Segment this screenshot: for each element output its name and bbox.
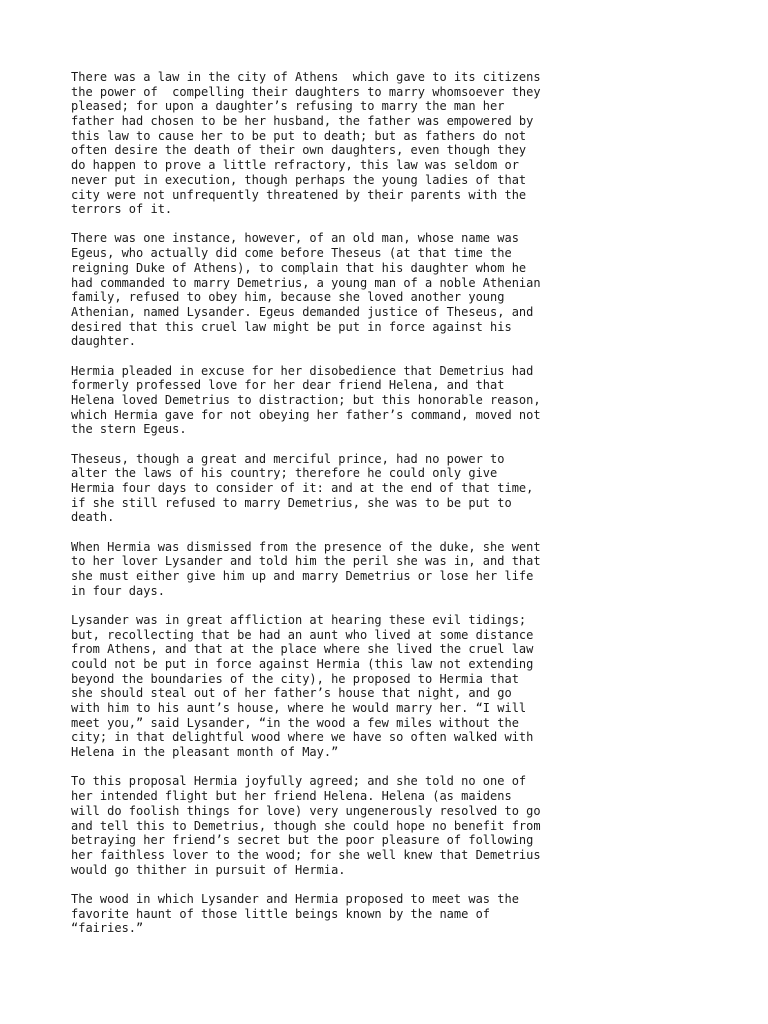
paragraph-8 [71,892,751,936]
text-line: often desire the death of their own daughters, even though they [71,143,527,158]
text-line: Hermia pleaded in excuse for her disobedience that Demetrius had [71,363,534,378]
text-line: terrors of it. [71,202,173,217]
text-line: Helena loved Demetrius to distraction; but this honorable reason, [71,392,541,407]
text-line: never put in execution, though perhaps the young ladies of that [71,172,527,187]
text-line: meet you,” said Lysander, “in the wood a few miles without the [71,715,519,730]
text-line: city; in that delightful wood where we have so often walked with [71,730,534,745]
text-line: Hermia four days to consider of it: and at the end of that time, [71,480,534,495]
paragraph-4 [71,452,751,525]
text-line: family, refused to obey him, because she loved another young [71,290,505,305]
text-line: but, recollecting that be had an aunt who lived at some distance [71,627,534,642]
text-line: Lysander was in great affliction at hearing these evil tidings; [71,612,527,627]
text-line: daughter. [71,334,137,349]
text-line: desired that this cruel law might be put in force against his [71,319,512,334]
text-line: to her lover Lysander and told him the peril she was in, and that [71,554,541,569]
text-line: with him to his aunt’s house, where he would marry her. “I will [71,701,527,716]
text-line: Egeus, who actually did come before Theseus (at that time the [71,246,512,261]
paragraph-5 [71,540,751,599]
text-line: The wood in which Lysander and Hermia proposed to meet was the [71,891,519,906]
paragraph-2 [71,231,751,349]
text-line: she should steal out of her father’s house that night, and go [71,686,512,701]
text-line: from Athens, and that at the place where she lived the cruel law [71,642,534,657]
text-line: could not be put in force against Hermia (this law not extending [71,657,534,672]
text-line: Athenian, named Lysander. Egeus demanded justice of Theseus, and [71,304,534,319]
text-line: the power of compelling their daughters to marry whomsoever they [71,84,541,99]
text-line: death. [71,510,115,525]
text-line: When Hermia was dismissed from the presence of the duke, she went [71,539,541,554]
text-line: and tell this to Demetrius, though she could hope no benefit from [71,818,541,833]
text-line: reigning Duke of Athens), to complain that his daughter whom he [71,260,527,275]
text-line: had commanded to marry Demetrius, a young man of a noble Athenian [71,275,541,290]
text-line: do happen to prove a little refractory, this law was seldom or [71,158,519,173]
text-line: Helena in the pleasant month of May.” [71,745,339,760]
text-line: would go thither in pursuit of Hermia. [71,862,346,877]
paragraph-3 [71,364,751,437]
text-line: the stern Egeus. [71,422,187,437]
text-line: pleased; for upon a daughter’s refusing to marry the man her [71,99,505,114]
text-line: her intended flight but her friend Helena. Helena (as maidens [71,789,512,804]
text-line: she must either give him up and marry Demetrius or lose her life [71,569,534,583]
text-line: in four days. [71,583,165,598]
paragraph-1 [71,70,751,217]
text-line: To this proposal Hermia joyfully agreed; and she told no one of [71,774,527,789]
text-line: city were not unfrequently threatened by their parents with the [71,187,527,202]
document-page [71,70,751,951]
text-line: will do foolish things for love) very ungenerously resolved to go [71,803,541,818]
text-line: beyond the boundaries of the city), he proposed to Hermia that [71,671,519,686]
paragraph-7 [71,774,751,877]
text-line: father had chosen to be her husband, the father was empowered by [71,114,534,129]
text-line: if she still refused to marry Demetrius, she was to be put to [71,495,512,510]
text-line: formerly professed love for her dear friend Helena, and that [71,378,505,393]
text-line: her faithless lover to the wood; for she well knew that Demetrius [71,847,541,862]
text-line: There was one instance, however, of an old man, whose name was [71,231,519,246]
text-line: “fairies.” [71,921,144,936]
text-line: this law to cause her to be put to death; but as fathers do not [71,128,527,143]
text-line: alter the laws of his country; therefore he could only give [71,466,498,481]
text-line: There was a law in the city of Athens which gave to its citizens [71,70,541,84]
paragraph-6 [71,613,751,760]
text-line: which Hermia gave for not obeying her father’s command, moved not [71,407,541,422]
text-line: betraying her friend’s secret but the poor pleasure of following [71,833,534,848]
text-line: Theseus, though a great and merciful prince, had no power to [71,451,505,466]
text-line: favorite haunt of those little beings known by the name of [71,906,491,921]
